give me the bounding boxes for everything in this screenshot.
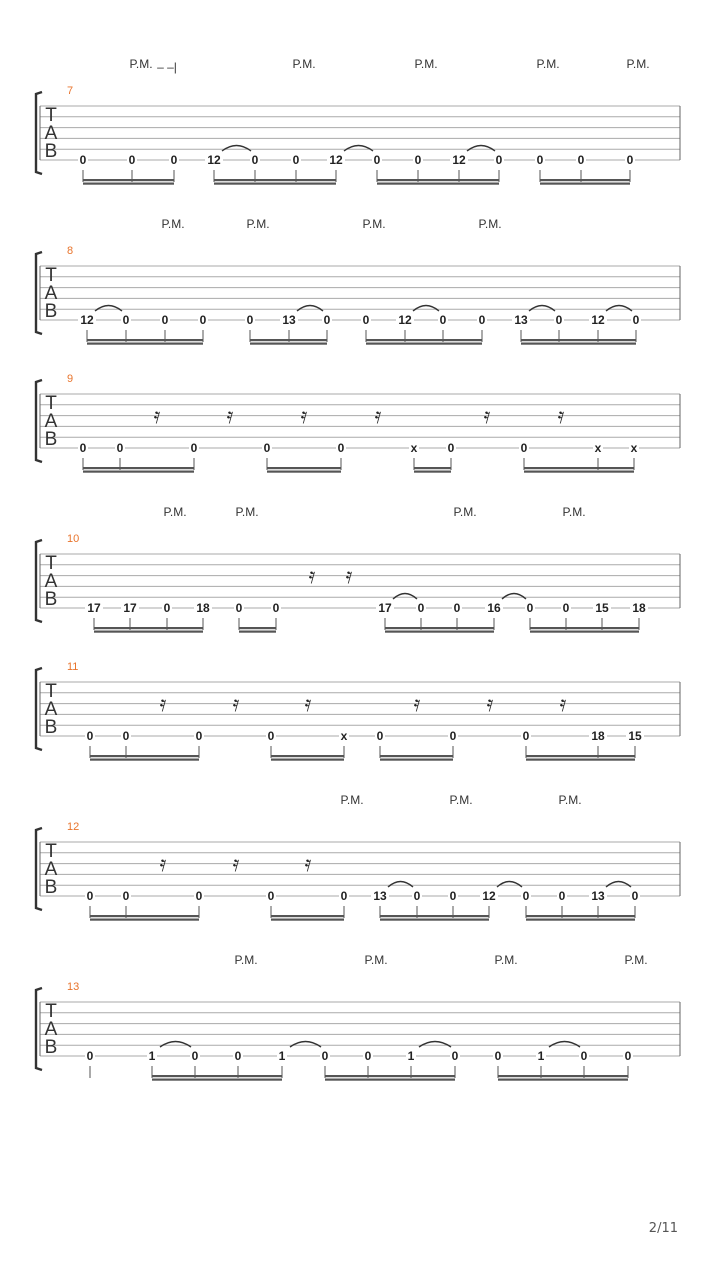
- beam: [380, 755, 453, 757]
- fret-number: 0: [321, 1049, 329, 1063]
- fret-number: 0: [558, 889, 566, 903]
- beam: [83, 183, 174, 185]
- tie-arc: [297, 306, 323, 312]
- beam: [271, 759, 344, 761]
- fret-number: 12: [329, 153, 343, 167]
- beam: [366, 343, 482, 345]
- fret-number: x: [594, 441, 602, 455]
- fret-number: 0: [292, 153, 300, 167]
- fret-number: 0: [195, 729, 203, 743]
- beam: [385, 627, 494, 629]
- tab-clef-letter: T: [45, 393, 57, 414]
- system-bracket: [36, 92, 42, 174]
- fret-number: 0: [86, 889, 94, 903]
- beam: [250, 343, 327, 345]
- fret-number: 17: [378, 601, 392, 615]
- beam: [524, 471, 634, 473]
- palm-mute-label: P.M.: [562, 505, 586, 519]
- beam: [90, 759, 199, 761]
- system-bracket: [36, 828, 42, 910]
- fret-number: 17: [87, 601, 101, 615]
- beam: [267, 471, 341, 473]
- fret-number: 0: [522, 889, 530, 903]
- fret-number: 13: [514, 313, 528, 327]
- fret-number: x: [410, 441, 418, 455]
- tie-arc: [393, 594, 417, 600]
- fret-number: 13: [373, 889, 387, 903]
- tie-arc: [388, 882, 413, 888]
- palm-mute-label: P.M.: [340, 793, 364, 807]
- fret-number: x: [630, 441, 638, 455]
- fret-number: 0: [632, 313, 640, 327]
- palm-mute-label: P.M.: [494, 953, 518, 967]
- fret-number: 0: [449, 729, 457, 743]
- palm-mute-label: P.M.: [453, 505, 477, 519]
- beam: [540, 183, 630, 185]
- tab-clef-letter: B: [44, 141, 58, 162]
- tab-clef-letter: B: [44, 1037, 58, 1058]
- tab-clef-letter: T: [45, 553, 57, 574]
- tab-clef-letter: T: [45, 105, 57, 126]
- rest-symbol: 𝄿: [232, 692, 240, 717]
- tie-arc: [419, 1042, 451, 1048]
- beam: [152, 1079, 282, 1081]
- palm-mute-label: P.M.: [626, 57, 650, 71]
- palm-mute-label: P.M.: [292, 57, 316, 71]
- rest-symbol: 𝄿: [300, 404, 308, 429]
- palm-mute-label: P.M.: [558, 793, 582, 807]
- tab-clef-letter: T: [45, 1001, 57, 1022]
- fret-number: 13: [591, 889, 605, 903]
- measure-number: 12: [67, 821, 80, 833]
- tie-arc: [502, 594, 526, 600]
- beam: [498, 1079, 628, 1081]
- tie-arc: [95, 306, 122, 312]
- fret-number: 0: [199, 313, 207, 327]
- tab-clef-letter: B: [44, 429, 58, 450]
- palm-mute-label: P.M.: [129, 57, 153, 71]
- fret-number: 1: [278, 1049, 286, 1063]
- fret-number: 0: [453, 601, 461, 615]
- fret-number: 0: [362, 313, 370, 327]
- fret-number: 0: [128, 153, 136, 167]
- fret-number: 0: [234, 1049, 242, 1063]
- fret-number: 0: [190, 441, 198, 455]
- rest-symbol: 𝄿: [304, 852, 312, 877]
- rest-symbol: 𝄿: [232, 852, 240, 877]
- tab-clef-letter: T: [45, 841, 57, 862]
- measure-number: 10: [67, 533, 80, 545]
- fret-number: 15: [595, 601, 609, 615]
- rest-symbol: 𝄿: [159, 852, 167, 877]
- fret-number: 0: [577, 153, 585, 167]
- beam: [239, 627, 276, 629]
- fret-number: 0: [340, 889, 348, 903]
- beam: [83, 467, 194, 469]
- tab-clef-letter: B: [44, 877, 58, 898]
- fret-number: 0: [451, 1049, 459, 1063]
- tab-clef-letter: A: [44, 123, 58, 144]
- fret-number: 0: [413, 889, 421, 903]
- fret-number: 0: [337, 441, 345, 455]
- palm-mute-label: P.M.: [163, 505, 187, 519]
- palm-mute-label: P.M.: [246, 217, 270, 231]
- tie-arc: [606, 306, 632, 312]
- beam: [250, 339, 327, 341]
- tab-clef-letter: A: [44, 411, 58, 432]
- fret-number: 0: [580, 1049, 588, 1063]
- fret-number: 0: [562, 601, 570, 615]
- fret-number: 0: [631, 889, 639, 903]
- beam: [526, 919, 635, 921]
- tab-clef-letter: B: [44, 301, 58, 322]
- fret-number: 0: [626, 153, 634, 167]
- fret-number: 12: [482, 889, 496, 903]
- fret-number: 0: [536, 153, 544, 167]
- tie-arc: [529, 306, 555, 312]
- tie-arc: [290, 1042, 321, 1048]
- beam: [377, 179, 499, 181]
- tab-clef-letter: A: [44, 571, 58, 592]
- palm-mute-label: P.M.: [161, 217, 185, 231]
- rest-symbol: 𝄿: [557, 404, 565, 429]
- rest-symbol: 𝄿: [226, 404, 234, 429]
- beam: [530, 627, 639, 629]
- fret-number: 0: [439, 313, 447, 327]
- fret-number: 0: [170, 153, 178, 167]
- fret-number: 0: [555, 313, 563, 327]
- beam: [414, 467, 451, 469]
- beam: [526, 759, 635, 761]
- fret-number: 0: [494, 1049, 502, 1063]
- tab-clef-letter: T: [45, 265, 57, 286]
- rest-symbol: 𝄿: [559, 692, 567, 717]
- fret-number: 0: [122, 313, 130, 327]
- measure-number: 8: [67, 245, 74, 257]
- palm-mute-extension: – –|: [157, 60, 177, 74]
- system-bracket: [36, 540, 42, 622]
- fret-number: 0: [235, 601, 243, 615]
- beam: [380, 915, 489, 917]
- system-bracket: [36, 988, 42, 1070]
- rest-symbol: 𝄿: [413, 692, 421, 717]
- beam: [90, 755, 199, 757]
- beam: [267, 467, 341, 469]
- fret-number: 0: [246, 313, 254, 327]
- tab-clef-letter: B: [44, 589, 58, 610]
- beam: [152, 1075, 282, 1077]
- palm-mute-label: P.M.: [362, 217, 386, 231]
- measure-number: 7: [67, 85, 74, 97]
- fret-number: 12: [398, 313, 412, 327]
- fret-number: 0: [478, 313, 486, 327]
- palm-mute-label: P.M.: [624, 953, 648, 967]
- tab-clef-letter: B: [44, 717, 58, 738]
- beam: [414, 471, 451, 473]
- fret-number: 0: [417, 601, 425, 615]
- fret-number: 1: [537, 1049, 545, 1063]
- tab-clef-letter: A: [44, 859, 58, 880]
- beam: [521, 339, 636, 341]
- palm-mute-label: P.M.: [235, 505, 259, 519]
- measure-number: 13: [67, 981, 80, 993]
- beam: [214, 179, 336, 181]
- beam: [366, 339, 482, 341]
- beam: [380, 759, 453, 761]
- beam: [526, 755, 635, 757]
- fret-number: 0: [122, 729, 130, 743]
- beam: [90, 915, 199, 917]
- beam: [380, 919, 489, 921]
- rest-symbol: 𝄿: [486, 692, 494, 717]
- rest-symbol: 𝄿: [374, 404, 382, 429]
- fret-number: 0: [161, 313, 169, 327]
- beam: [521, 343, 636, 345]
- fret-number: 0: [449, 889, 457, 903]
- rest-symbol: 𝄿: [153, 404, 161, 429]
- beam: [540, 179, 630, 181]
- fret-number: 0: [251, 153, 259, 167]
- fret-number: 0: [267, 729, 275, 743]
- fret-number: 1: [407, 1049, 415, 1063]
- fret-number: 16: [487, 601, 501, 615]
- beam: [83, 179, 174, 181]
- beam: [325, 1075, 455, 1077]
- beam: [90, 919, 199, 921]
- palm-mute-label: P.M.: [449, 793, 473, 807]
- beam: [239, 631, 276, 633]
- measure-number: 11: [67, 661, 79, 673]
- fret-number: 0: [267, 889, 275, 903]
- fret-number: 0: [414, 153, 422, 167]
- beam: [271, 915, 344, 917]
- fret-number: 0: [116, 441, 124, 455]
- beam: [94, 631, 203, 633]
- beam: [94, 627, 203, 629]
- fret-number: 17: [123, 601, 137, 615]
- fret-number: 12: [452, 153, 466, 167]
- fret-number: 0: [195, 889, 203, 903]
- rest-symbol: 𝄿: [345, 564, 353, 589]
- page-number: 2/11: [648, 1221, 678, 1236]
- beam: [377, 183, 499, 185]
- fret-number: 1: [148, 1049, 156, 1063]
- beam: [271, 755, 344, 757]
- beam: [526, 915, 635, 917]
- palm-mute-label: P.M.: [414, 57, 438, 71]
- fret-number: 0: [79, 441, 87, 455]
- palm-mute-label: P.M.: [234, 953, 258, 967]
- system-bracket: [36, 668, 42, 750]
- palm-mute-label: P.M.: [536, 57, 560, 71]
- beam: [83, 471, 194, 473]
- fret-number: 0: [79, 153, 87, 167]
- beam: [87, 343, 203, 345]
- tab-clef-letter: A: [44, 699, 58, 720]
- fret-number: 0: [122, 889, 130, 903]
- rest-symbol: 𝄿: [308, 564, 316, 589]
- fret-number: x: [340, 729, 348, 743]
- fret-number: 12: [207, 153, 221, 167]
- beam: [214, 183, 336, 185]
- fret-number: 0: [526, 601, 534, 615]
- beam: [530, 631, 639, 633]
- beam: [498, 1075, 628, 1077]
- beam: [385, 631, 494, 633]
- beam: [87, 339, 203, 341]
- fret-number: 0: [376, 729, 384, 743]
- rest-symbol: 𝄿: [304, 692, 312, 717]
- tie-arc: [344, 146, 373, 152]
- fret-number: 0: [163, 601, 171, 615]
- palm-mute-label: P.M.: [364, 953, 388, 967]
- measure-number: 9: [67, 373, 74, 385]
- tie-arc: [413, 306, 439, 312]
- tab-clef-letter: A: [44, 283, 58, 304]
- beam: [524, 467, 634, 469]
- tie-arc: [497, 882, 522, 888]
- rest-symbol: 𝄿: [159, 692, 167, 717]
- fret-number: 0: [323, 313, 331, 327]
- fret-number: 0: [86, 729, 94, 743]
- system-bracket: [36, 252, 42, 334]
- fret-number: 18: [632, 601, 646, 615]
- tab-clef-letter: A: [44, 1019, 58, 1040]
- fret-number: 0: [624, 1049, 632, 1063]
- fret-number: 0: [447, 441, 455, 455]
- tie-arc: [222, 146, 251, 152]
- fret-number: 0: [86, 1049, 94, 1063]
- fret-number: 18: [196, 601, 210, 615]
- fret-number: 0: [191, 1049, 199, 1063]
- fret-number: 18: [591, 729, 605, 743]
- fret-number: 0: [263, 441, 271, 455]
- fret-number: 0: [522, 729, 530, 743]
- tie-arc: [549, 1042, 580, 1048]
- tie-arc: [467, 146, 495, 152]
- beam: [271, 919, 344, 921]
- tab-clef-letter: T: [45, 681, 57, 702]
- fret-number: 0: [373, 153, 381, 167]
- fret-number: 13: [282, 313, 296, 327]
- system-bracket: [36, 380, 42, 462]
- tie-arc: [160, 1042, 191, 1048]
- fret-number: 12: [591, 313, 605, 327]
- palm-mute-label: P.M.: [478, 217, 502, 231]
- fret-number: 12: [80, 313, 94, 327]
- beam: [325, 1079, 455, 1081]
- fret-number: 0: [520, 441, 528, 455]
- fret-number: 0: [495, 153, 503, 167]
- tie-arc: [606, 882, 631, 888]
- fret-number: 0: [364, 1049, 372, 1063]
- fret-number: 15: [628, 729, 642, 743]
- fret-number: 0: [272, 601, 280, 615]
- rest-symbol: 𝄿: [483, 404, 491, 429]
